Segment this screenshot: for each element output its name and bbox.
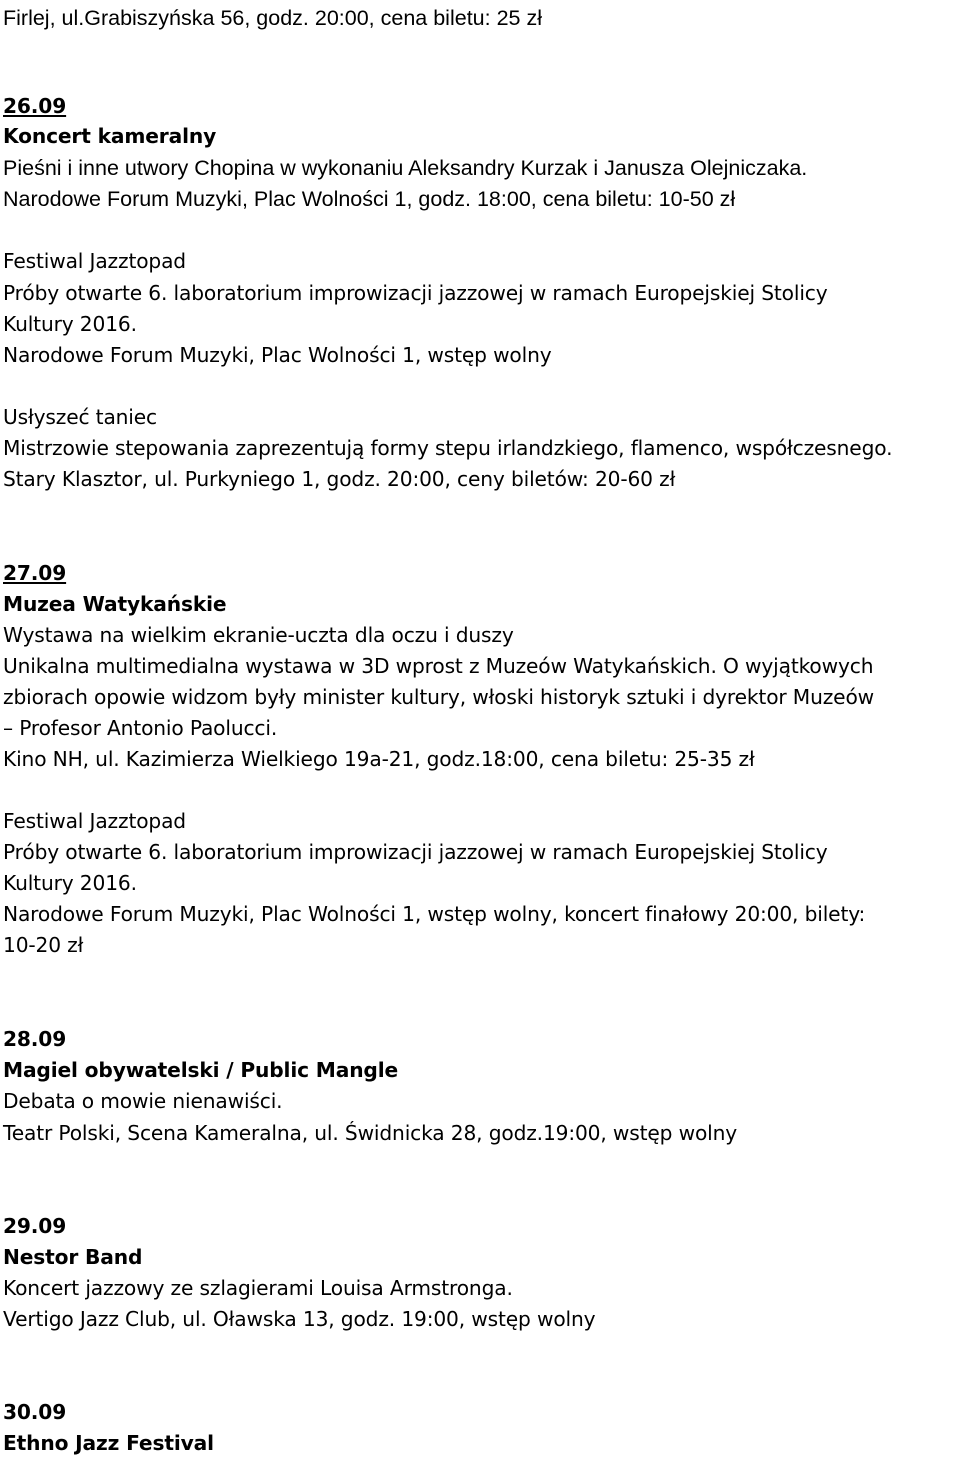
venue-line: Vertigo Jazz Club, ul. Oławska 13, godz. 19:00, wstęp wolny <box>3 1307 596 1331</box>
venue-line: Narodowe Forum Muzyki, Plac Wolności 1, wstęp wolny <box>3 343 552 367</box>
venue-line: Narodowe Forum Muzyki, Plac Wolności 1, wstęp wolny, koncert finałowy 20:00, bilety: <box>3 902 866 926</box>
event-description: Próby otwarte 6. laboratorium improwizacji jazzowej w ramach Europejskiej Stolicy <box>3 281 828 305</box>
event-description: Próby otwarte 6. laboratorium improwizacji jazzowej w ramach Europejskiej Stolicy <box>3 840 828 864</box>
event-title: Usłyszeć taniec <box>3 405 157 429</box>
venue-line: Teatr Polski, Scena Kameralna, ul. Świdnicka 28, godz.19:00, wstęp wolny <box>3 1121 738 1145</box>
venue-line: Narodowe Forum Muzyki, Plac Wolności 1, godz. 18:00, cena biletu: 10-50 zł <box>3 187 736 211</box>
event-description: Kultury 2016. <box>3 312 137 336</box>
venue-line: 10-20 zł <box>3 933 84 957</box>
event-description: Mistrzowie stepowania zaprezentują formy stepu irlandzkiego, flamenco, współczesnego. <box>3 436 893 460</box>
event-description: – Profesor Antonio Paolucci. <box>3 716 278 740</box>
event-title: Nestor Band <box>3 1245 143 1269</box>
event-title: Festiwal Jazztopad <box>3 249 186 273</box>
date-heading-28-09: 28.09 <box>3 1027 67 1051</box>
date-heading-29-09: 29.09 <box>3 1214 67 1238</box>
date-heading-30-09: 30.09 <box>3 1400 67 1424</box>
event-title: Festiwal Jazztopad <box>3 809 186 833</box>
event-description: Pieśni i inne utwory Chopina w wykonaniu Aleksandry Kurzak i Janusza Olejniczaka. <box>3 156 808 180</box>
event-description: Unikalna multimedialna wystawa w 3D wprost z Muzeów Watykańskich. O wyjątkowych <box>3 654 874 678</box>
date-heading-27-09: 27.09 <box>3 561 67 585</box>
event-description: zbiorach opowie widzom były minister kultury, włoski historyk sztuki i dyrektor Muzeów <box>3 685 875 709</box>
event-title: Magiel obywatelski / Public Mangle <box>3 1058 399 1082</box>
event-description: Koncert jazzowy ze szlagierami Louisa Armstronga. <box>3 1276 513 1300</box>
event-title: Ethno Jazz Festival <box>3 1431 214 1455</box>
venue-line: Kino NH, ul. Kazimierza Wielkiego 19a-21, godz.18:00, cena biletu: 25-35 zł <box>3 747 755 771</box>
event-description: Debata o mowie nienawiści. <box>3 1089 283 1113</box>
event-description: Kultury 2016. <box>3 871 137 895</box>
event-title: Muzea Watykańskie <box>3 592 227 616</box>
event-title: Koncert kameralny <box>3 124 217 148</box>
venue-line: Stary Klasztor, ul. Purkyniego 1, godz. 20:00, ceny biletów: 20-60 zł <box>3 467 676 491</box>
venue-line: Firlej, ul.Grabiszyńska 56, godz. 20:00, cena biletu: 25 zł <box>3 6 542 30</box>
date-heading-26-09: 26.09 <box>3 94 67 118</box>
event-subtitle: Wystawa na wielkim ekranie-uczta dla oczu i duszy <box>3 623 514 647</box>
